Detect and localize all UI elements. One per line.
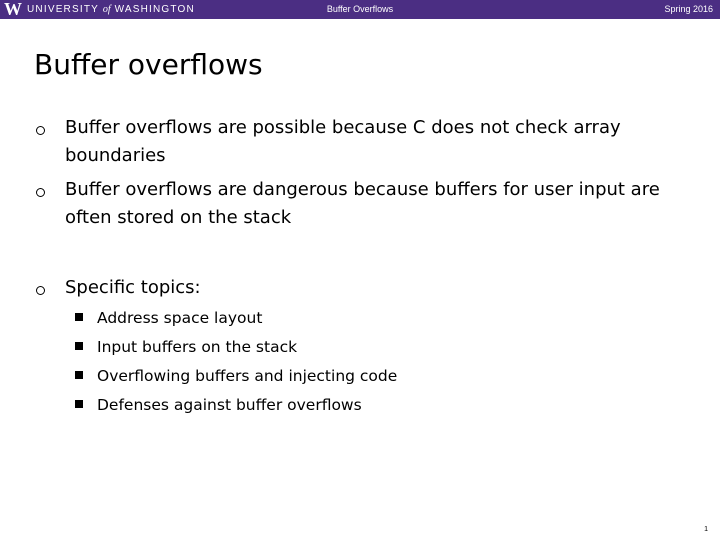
slide-title: Buffer overflows [34, 48, 263, 81]
sub-bullet-text: Address space layout [97, 309, 263, 327]
header-term: Spring 2016 [664, 4, 713, 14]
square-bullet-icon [75, 371, 83, 379]
bullet-text: Buffer overflows are possible because C does not check array boundaries [65, 117, 621, 166]
bullet-item [65, 274, 705, 302]
w-logo-icon: W [4, 0, 22, 19]
bullet-item [65, 176, 705, 232]
sub-bullet-text: Input buffers on the stack [97, 338, 298, 356]
sub-bullet-text: Defenses against buffer overflows [97, 396, 362, 414]
sub-bullet-text: Overflowing buffers and injecting code [97, 367, 398, 385]
hollow-circle-bullet-icon [36, 126, 45, 135]
bullet-item [65, 114, 705, 170]
bullet-text: Specific topics: [65, 277, 201, 298]
square-bullet-icon [75, 400, 83, 408]
logo-university: UNIVERSITY [27, 4, 99, 15]
logo-washington: WASHINGTON [114, 4, 195, 15]
hollow-circle-bullet-icon [36, 188, 45, 197]
square-bullet-icon [75, 313, 83, 321]
sub-bullet-item [97, 336, 657, 358]
hollow-circle-bullet-icon [36, 286, 45, 295]
square-bullet-icon [75, 342, 83, 350]
page-number: 1 [704, 526, 708, 533]
sub-bullet-item [97, 365, 657, 387]
bullet-text: Buffer overflows are dangerous because buffers for user input are often stored on the stack [65, 179, 660, 228]
sub-bullet-item [97, 307, 657, 329]
header-bar [0, 0, 720, 19]
logo-of: of [102, 4, 111, 15]
sub-bullet-item [97, 394, 657, 416]
header-lecture-title: Buffer Overflows [326, 4, 394, 14]
